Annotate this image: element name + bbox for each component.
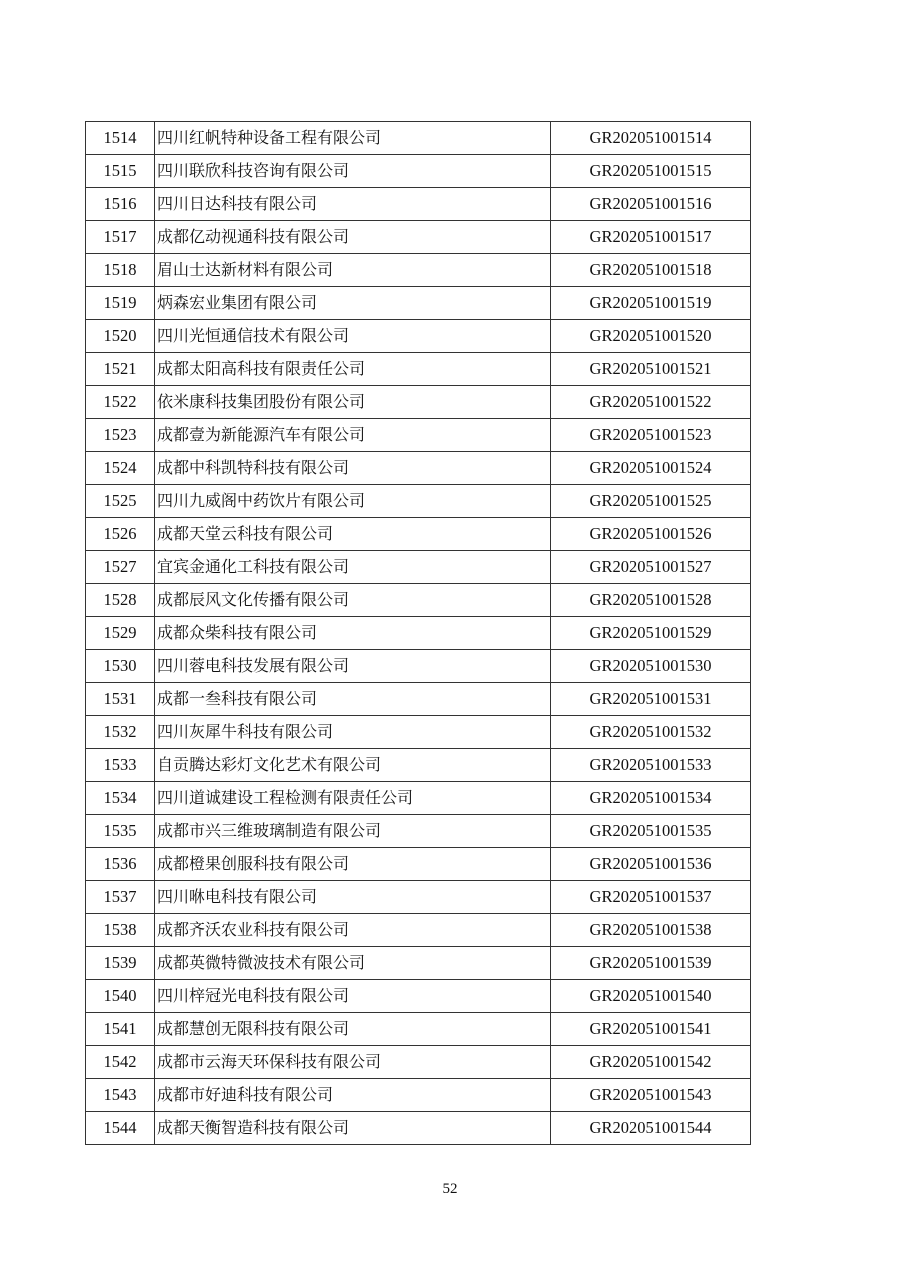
certificate-number-cell: GR202051001534 <box>551 782 751 815</box>
serial-number-cell: 1524 <box>86 452 155 485</box>
company-name-cell: 四川梓冠光电科技有限公司 <box>155 980 551 1013</box>
company-name-cell: 四川九威阁中药饮片有限公司 <box>155 485 551 518</box>
serial-number-cell: 1519 <box>86 287 155 320</box>
certificate-number-cell: GR202051001514 <box>551 122 751 155</box>
certificate-number-cell: GR202051001543 <box>551 1079 751 1112</box>
table-row <box>86 1013 751 1046</box>
table-row <box>86 848 751 881</box>
serial-number-cell: 1517 <box>86 221 155 254</box>
table-row <box>86 353 751 386</box>
page-number: 52 <box>442 1181 458 1197</box>
serial-number-cell: 1542 <box>86 1046 155 1079</box>
table-row <box>86 485 751 518</box>
table-row <box>86 617 751 650</box>
certificate-number-cell: GR202051001538 <box>551 914 751 947</box>
company-name-cell: 成都慧创无限科技有限公司 <box>155 1013 551 1046</box>
serial-number-cell: 1541 <box>86 1013 155 1046</box>
certificate-number-cell: GR202051001535 <box>551 815 751 848</box>
company-name-cell: 成都众柴科技有限公司 <box>155 617 551 650</box>
table-row <box>86 716 751 749</box>
certificate-number-cell: GR202051001540 <box>551 980 751 1013</box>
company-name-cell: 成都天衡智造科技有限公司 <box>155 1112 551 1145</box>
certificate-number-cell: GR202051001529 <box>551 617 751 650</box>
table-row <box>86 320 751 353</box>
table-row <box>86 980 751 1013</box>
certificate-number-cell: GR202051001533 <box>551 749 751 782</box>
certificate-number-cell: GR202051001521 <box>551 353 751 386</box>
certificate-number-cell: GR202051001542 <box>551 1046 751 1079</box>
certificate-number-cell: GR202051001515 <box>551 155 751 188</box>
certificate-number-cell: GR202051001541 <box>551 1013 751 1046</box>
company-name-cell: 成都壹为新能源汽车有限公司 <box>155 419 551 452</box>
company-name-cell: 炳森宏业集团有限公司 <box>155 287 551 320</box>
certificate-number-cell: GR202051001536 <box>551 848 751 881</box>
company-name-cell: 四川光恒通信技术有限公司 <box>155 320 551 353</box>
serial-number-cell: 1526 <box>86 518 155 551</box>
company-name-cell: 成都市兴三维玻璃制造有限公司 <box>155 815 551 848</box>
certificate-number-cell: GR202051001517 <box>551 221 751 254</box>
table-row <box>86 782 751 815</box>
certificate-number-cell: GR202051001525 <box>551 485 751 518</box>
certificate-number-cell: GR202051001518 <box>551 254 751 287</box>
company-name-cell: 成都英微特微波技术有限公司 <box>155 947 551 980</box>
table-row <box>86 551 751 584</box>
serial-number-cell: 1521 <box>86 353 155 386</box>
serial-number-cell: 1544 <box>86 1112 155 1145</box>
serial-number-cell: 1537 <box>86 881 155 914</box>
company-name-cell: 四川蓉电科技发展有限公司 <box>155 650 551 683</box>
certificate-number-cell: GR202051001524 <box>551 452 751 485</box>
company-name-cell: 成都辰风文化传播有限公司 <box>155 584 551 617</box>
serial-number-cell: 1515 <box>86 155 155 188</box>
table-row <box>86 1079 751 1112</box>
certificate-number-cell: GR202051001520 <box>551 320 751 353</box>
company-name-cell: 四川灰犀牛科技有限公司 <box>155 716 551 749</box>
table-row <box>86 122 751 155</box>
table-row <box>86 221 751 254</box>
serial-number-cell: 1532 <box>86 716 155 749</box>
certificate-number-cell: GR202051001516 <box>551 188 751 221</box>
table-row <box>86 287 751 320</box>
serial-number-cell: 1527 <box>86 551 155 584</box>
table-row <box>86 452 751 485</box>
table-row <box>86 749 751 782</box>
serial-number-cell: 1525 <box>86 485 155 518</box>
certificate-number-cell: GR202051001530 <box>551 650 751 683</box>
company-table <box>85 121 751 1145</box>
serial-number-cell: 1531 <box>86 683 155 716</box>
certificate-number-cell: GR202051001531 <box>551 683 751 716</box>
table-row <box>86 1046 751 1079</box>
serial-number-cell: 1539 <box>86 947 155 980</box>
company-name-cell: 成都中科凯特科技有限公司 <box>155 452 551 485</box>
company-name-cell: 成都齐沃农业科技有限公司 <box>155 914 551 947</box>
company-name-cell: 依米康科技集团股份有限公司 <box>155 386 551 419</box>
table-row <box>86 419 751 452</box>
company-name-cell: 自贡腾达彩灯文化艺术有限公司 <box>155 749 551 782</box>
serial-number-cell: 1533 <box>86 749 155 782</box>
company-name-cell: 四川日达科技有限公司 <box>155 188 551 221</box>
certificate-number-cell: GR202051001537 <box>551 881 751 914</box>
table-row <box>86 584 751 617</box>
certificate-number-cell: GR202051001539 <box>551 947 751 980</box>
company-table-body <box>86 122 751 1145</box>
certificate-number-cell: GR202051001523 <box>551 419 751 452</box>
serial-number-cell: 1536 <box>86 848 155 881</box>
table-row <box>86 914 751 947</box>
certificate-number-cell: GR202051001522 <box>551 386 751 419</box>
certificate-number-cell: GR202051001519 <box>551 287 751 320</box>
company-name-cell: 成都橙果创服科技有限公司 <box>155 848 551 881</box>
company-name-cell: 四川咻电科技有限公司 <box>155 881 551 914</box>
serial-number-cell: 1514 <box>86 122 155 155</box>
table-row <box>86 815 751 848</box>
serial-number-cell: 1538 <box>86 914 155 947</box>
table-row <box>86 1112 751 1145</box>
company-name-cell: 四川联欣科技咨询有限公司 <box>155 155 551 188</box>
serial-number-cell: 1522 <box>86 386 155 419</box>
company-name-cell: 四川道诚建设工程检测有限责任公司 <box>155 782 551 815</box>
table-row <box>86 155 751 188</box>
serial-number-cell: 1530 <box>86 650 155 683</box>
serial-number-cell: 1529 <box>86 617 155 650</box>
company-name-cell: 宜宾金通化工科技有限公司 <box>155 551 551 584</box>
certificate-number-cell: GR202051001532 <box>551 716 751 749</box>
table-row <box>86 188 751 221</box>
table-row <box>86 881 751 914</box>
serial-number-cell: 1540 <box>86 980 155 1013</box>
table-row <box>86 650 751 683</box>
company-name-cell: 成都市好迪科技有限公司 <box>155 1079 551 1112</box>
certificate-number-cell: GR202051001527 <box>551 551 751 584</box>
serial-number-cell: 1520 <box>86 320 155 353</box>
table-row <box>86 683 751 716</box>
company-name-cell: 眉山士达新材料有限公司 <box>155 254 551 287</box>
certificate-number-cell: GR202051001526 <box>551 518 751 551</box>
company-name-cell: 成都市云海天环保科技有限公司 <box>155 1046 551 1079</box>
serial-number-cell: 1518 <box>86 254 155 287</box>
company-name-cell: 成都一叁科技有限公司 <box>155 683 551 716</box>
company-name-cell: 四川红帆特种设备工程有限公司 <box>155 122 551 155</box>
serial-number-cell: 1523 <box>86 419 155 452</box>
table-row <box>86 254 751 287</box>
table-row <box>86 947 751 980</box>
serial-number-cell: 1516 <box>86 188 155 221</box>
certificate-number-cell: GR202051001544 <box>551 1112 751 1145</box>
table-row <box>86 518 751 551</box>
company-name-cell: 成都太阳高科技有限责任公司 <box>155 353 551 386</box>
company-name-cell: 成都亿动视通科技有限公司 <box>155 221 551 254</box>
serial-number-cell: 1528 <box>86 584 155 617</box>
serial-number-cell: 1535 <box>86 815 155 848</box>
serial-number-cell: 1534 <box>86 782 155 815</box>
serial-number-cell: 1543 <box>86 1079 155 1112</box>
certificate-number-cell: GR202051001528 <box>551 584 751 617</box>
table-row <box>86 386 751 419</box>
company-name-cell: 成都天堂云科技有限公司 <box>155 518 551 551</box>
